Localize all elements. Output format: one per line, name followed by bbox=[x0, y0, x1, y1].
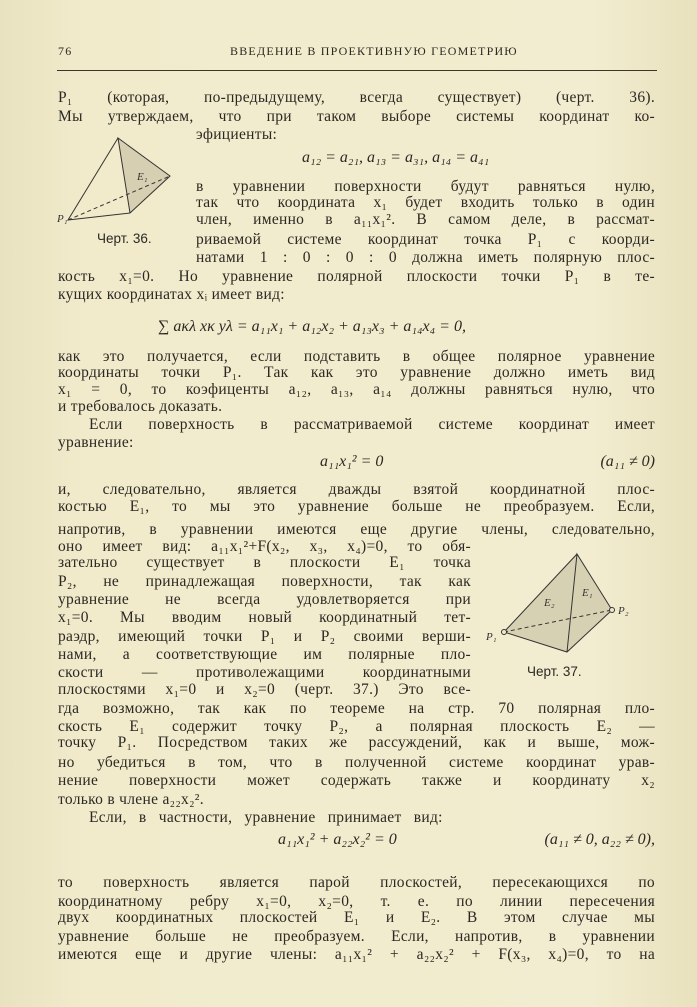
running-title: ВВЕДЕНИЕ В ПРОЕКТИВНУЮ ГЕОМЕТРИЮ bbox=[230, 44, 518, 58]
text-line: Если, в частности, уравнение принимает вид: bbox=[89, 809, 443, 826]
text-line: зательно существует в плоскости E₁ точка bbox=[58, 554, 471, 571]
figure-36-tetrahedron bbox=[55, 128, 175, 228]
text-line: двух координатных плоскостей E₁ и E₂. В этом случае мы bbox=[58, 909, 655, 926]
text-line: координатному ребру x₁=0, x₂=0, т. е. по линии пересечения bbox=[58, 893, 655, 910]
equation-double-plane: a₁₁x₁² = 0 bbox=[320, 453, 384, 470]
text-line: но убедиться в том, что в полученной системе координат урав- bbox=[58, 754, 655, 771]
text-line: костью E₁, то мы это уравнение больше не преобразуем. Если, bbox=[58, 498, 655, 515]
header-rule bbox=[57, 70, 657, 71]
text-line: эфициенты: bbox=[196, 126, 278, 143]
fig37-label-p2: P₂ bbox=[618, 605, 629, 617]
fig37-label-p1: P₁ bbox=[486, 631, 497, 643]
equation-plane-pair: a₁₁x₁² + a₂₂x₂² = 0 bbox=[278, 831, 397, 848]
fig37-label-e1: E₁ bbox=[582, 587, 593, 599]
figure-36-caption: Черт. 36. bbox=[97, 231, 152, 246]
text-line: уравнение: bbox=[58, 434, 134, 451]
text-line: так что координата x₁ будет входить только в один bbox=[196, 194, 655, 211]
text-line: напротив, в уравнении имеются еще другие члены, следовательно, bbox=[58, 521, 655, 538]
figure-37-caption: Черт. 37. bbox=[527, 664, 582, 679]
text-line: уравнение больше не преобразуем. Если, напротив, в уравнении bbox=[58, 928, 655, 945]
fig37-label-e2: E₂ bbox=[544, 597, 555, 609]
text-line: x₁ = 0, то коэфиценты a₁₂, a₁₃, a₁₄ должны равняться нулю, что bbox=[58, 381, 655, 398]
text-line: риваемой системе координат точка P₁ с коорди- bbox=[196, 231, 655, 248]
text-line: то поверхность является парой плоскостей, пересекающихся по bbox=[58, 874, 655, 891]
text-line: гда возможно, так как по теореме на стр. 70 полярная пло- bbox=[58, 700, 655, 717]
fig36-label-p1: P₁ bbox=[57, 213, 68, 225]
text-line: оно имеет вид: a₁₁x₁²+F(x₂, x₃, x₄)=0, то обя- bbox=[58, 538, 471, 555]
equation-polar-plane: ∑ aκλ xκ yλ = a₁₁x₁ + a₁₂x₂ + a₁₃x₃ + a₁₄x₄ = 0, bbox=[158, 318, 466, 335]
text-line: нение поверхности может содержать также и координату x₂ bbox=[58, 772, 655, 789]
text-line: нами, а соответствующие им полярные пло- bbox=[58, 646, 471, 663]
text-line: имеются еще и другие члены: a₁₁x₁² + a₂₂x₂² + F(x₃, x₄)=0, то на bbox=[58, 946, 655, 963]
equation-double-plane-condition: (a₁₁ ≠ 0) bbox=[600, 453, 655, 470]
text-line: в уравнении поверхности будут равняться нулю, bbox=[196, 178, 655, 195]
text-line: раэдр, имеющий точки P₁ и P₂ своими верши- bbox=[58, 628, 471, 645]
text-line: натами 1 : 0 : 0 : 0 должна иметь полярную плос- bbox=[196, 249, 655, 266]
equation-plane-pair-condition: (a₁₁ ≠ 0, a₂₂ ≠ 0), bbox=[544, 831, 655, 848]
text-line: кость x₁=0. Но уравнение полярной плоскости точки P₁ в те- bbox=[58, 268, 655, 285]
text-line: Мы утверждаем, что при таком выборе системы координат ко- bbox=[58, 108, 655, 125]
text-line: скость E₁ содержит точку P₂, а полярная плоскость E₂ — bbox=[58, 718, 655, 735]
equation-coefficients: a₁₂ = a₂₁, a₁₃ = a₃₁, a₁₄ = a₄₁ bbox=[302, 149, 490, 166]
text-line: P₁ (которая, по-предыдущему, всегда существует) (черт. 36). bbox=[58, 89, 655, 106]
text-line: P₂, не принадлежащая поверхности, так как bbox=[58, 573, 471, 590]
text-line: кущих координатах xᵢ имеет вид: bbox=[58, 286, 285, 303]
text-line: Если поверхность в рассматриваемой системе координат имеет bbox=[89, 416, 655, 433]
text-line: точку P₁. Посредством таких же рассуждений, как и выше, мож- bbox=[58, 734, 655, 751]
fig36-label-e1: E₁ bbox=[137, 171, 148, 183]
text-line: только в члене a₂₂x₂². bbox=[58, 791, 204, 808]
text-line: уравнение не всегда удовлетворяется при bbox=[58, 591, 471, 608]
text-line: скости — противолежащими координатными bbox=[58, 664, 471, 681]
figure-37-tetrahedron bbox=[482, 548, 642, 660]
text-line: координаты точки P₁. Так как это уравнение должно иметь вид bbox=[58, 364, 655, 381]
page-number: 76 bbox=[58, 44, 73, 58]
text-line: x₁=0. Мы вводим новый координатный тет- bbox=[58, 609, 471, 626]
text-line: и требовалось доказать. bbox=[58, 398, 223, 415]
text-line: плоскостями x₁=0 и x₂=0 (черт. 37.) Это все- bbox=[58, 681, 471, 698]
text-line: и, следовательно, является дважды взятой координатной плос- bbox=[58, 481, 655, 498]
text-line: член, именно в a₁₁x₁². В самом деле, в рассмат- bbox=[196, 211, 655, 228]
text-line: как это получается, если подставить в общее полярное уравнение bbox=[58, 348, 655, 365]
